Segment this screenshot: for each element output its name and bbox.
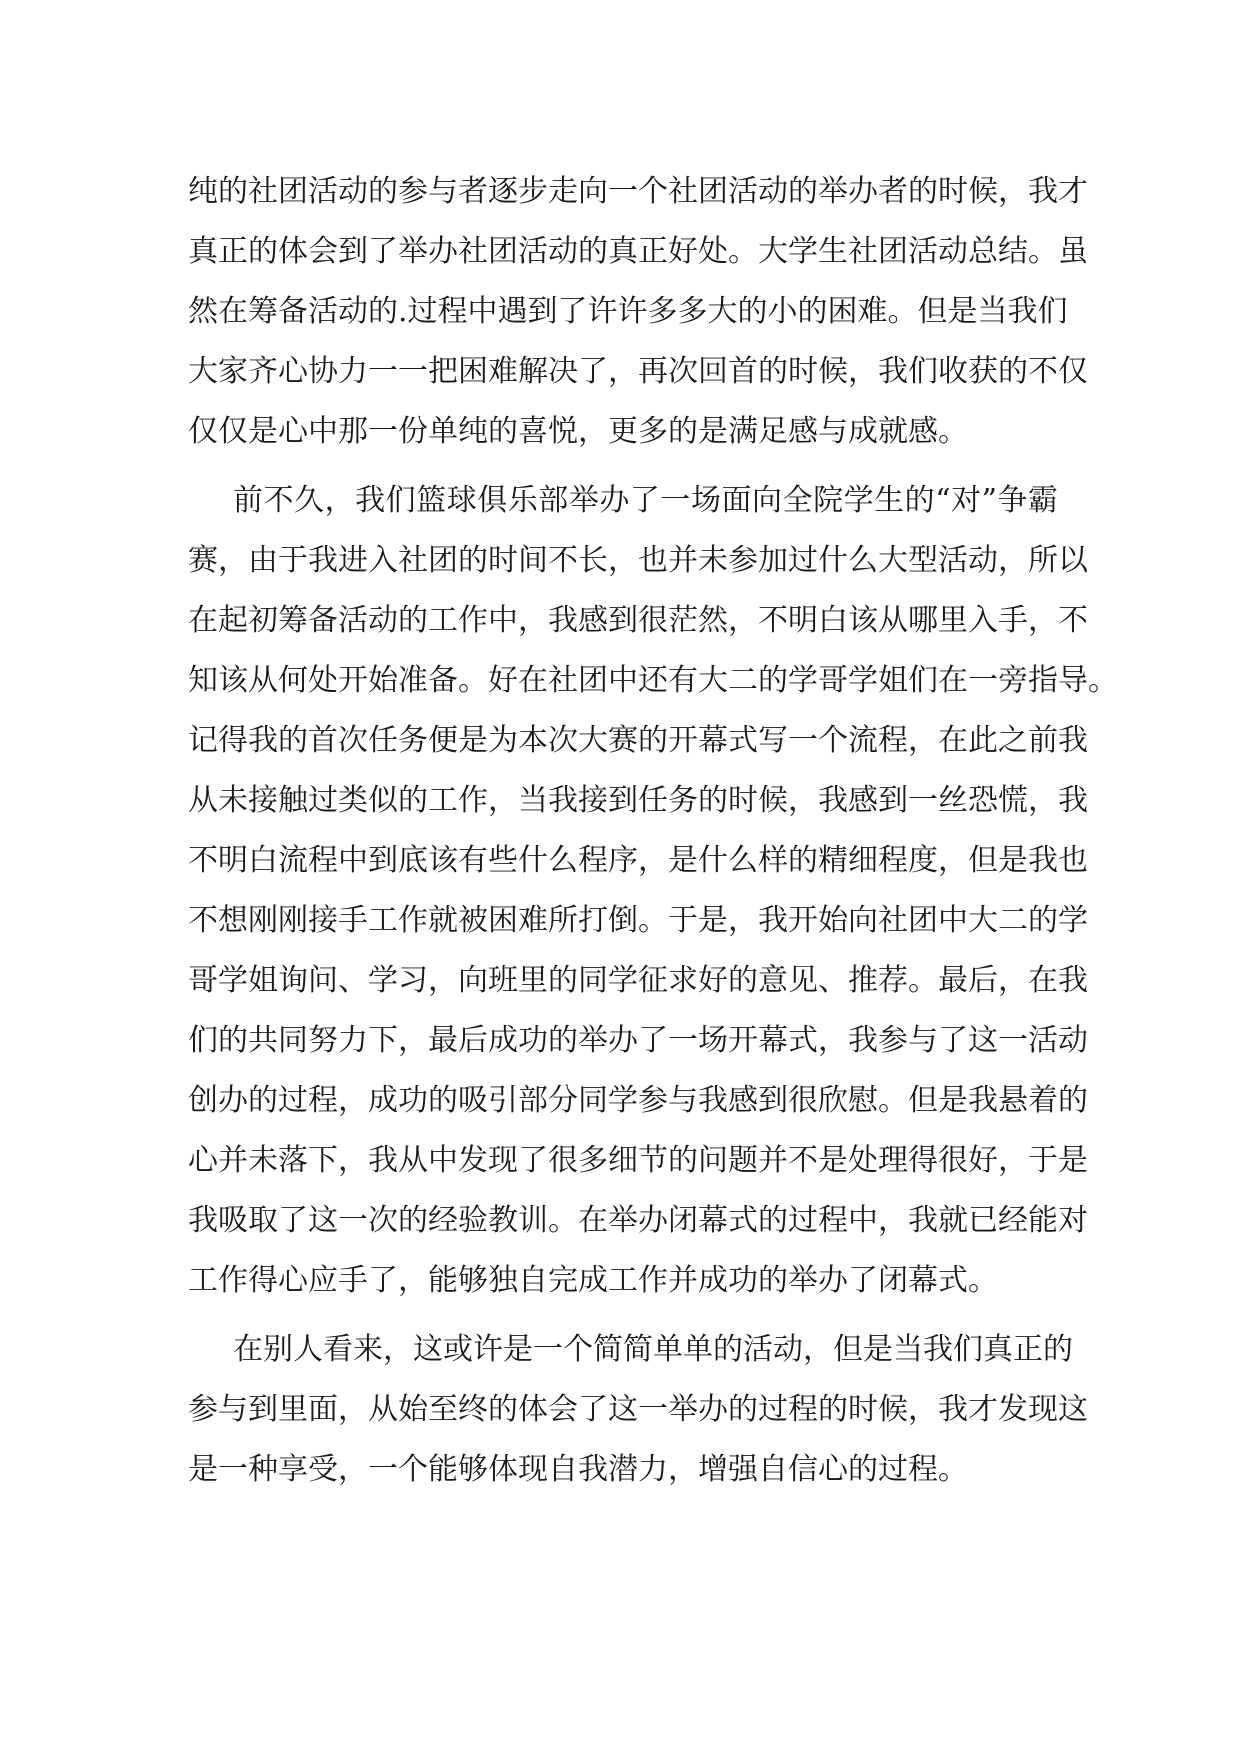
text-line: 是一种享受，一个能够体现自我潜力，增强自信心的过程。 — [188, 1452, 968, 1487]
text-line: 我吸取了这一次的经验教训。在举办闭幕式的过程中，我就已经能对 — [188, 1203, 1088, 1238]
text-line: 大家齐心协力一一把困难解决了，再次回首的时候，我们收获的不仅 — [188, 354, 1088, 389]
text-line: 从未接触过类似的工作，当我接到任务的时候，我感到一丝恐慌，我 — [188, 783, 1088, 818]
text-line: 在别人看来，这或许是一个简简单单的活动，但是当我们真正的 — [233, 1332, 1073, 1367]
document-body — [188, 162, 1118, 1500]
text-line: 在起初筹备活动的工作中，我感到很茫然，不明白该从哪里入手，不 — [188, 603, 1088, 638]
text-line: 知该从何处开始准备。好在社团中还有大二的学哥学姐们在一旁指导。 — [188, 663, 1118, 698]
text-line: 纯的社团活动的参与者逐步走向一个社团活动的举办者的时候，我才 — [188, 174, 1088, 209]
text-line: 心并未落下，我从中发现了很多细节的问题并不是处理得很好，于是 — [188, 1143, 1088, 1178]
text-line: 不想刚刚接手工作就被困难所打倒。于是，我开始向社团中大二的学 — [188, 903, 1088, 938]
paragraph-3 — [188, 1320, 1088, 1500]
text-line: 哥学姐询问、学习，向班里的同学征求好的意见、推荐。最后，在我 — [188, 963, 1088, 998]
paragraph-spacer — [188, 1311, 1058, 1320]
paragraph-1 — [188, 162, 1088, 462]
text-line: 不明白流程中到底该有些什么程序，是什么样的精细程度，但是我也 — [188, 843, 1088, 878]
text-line: 参与到里面，从始至终的体会了这一举办的过程的时候，我才发现这 — [188, 1392, 1088, 1427]
text-line: 记得我的首次任务便是为本次大赛的开幕式写一个流程，在此之前我 — [188, 723, 1088, 758]
paragraph-spacer — [188, 462, 1058, 471]
text-line: 然在筹备活动的.过程中遇到了许许多多大的小的困难。但是当我们 — [188, 294, 1068, 329]
text-line: 工作得心应手了，能够独自完成工作并成功的举办了闭幕式。 — [188, 1263, 998, 1298]
text-line: 们的共同努力下，最后成功的举办了一场开幕式，我参与了这一活动 — [188, 1023, 1088, 1058]
text-line: 赛，由于我进入社团的时间不长，也并未参加过什么大型活动，所以 — [188, 543, 1088, 578]
text-line: 仅仅是心中那一份单纯的喜悦，更多的是满足感与成就感。 — [188, 414, 968, 449]
text-line: 真正的体会到了举办社团活动的真正好处。大学生社团活动总结。虽 — [188, 234, 1088, 269]
paragraph-2 — [188, 471, 1118, 1311]
text-line: 创办的过程，成功的吸引部分同学参与我感到很欣慰。但是我悬着的 — [188, 1083, 1088, 1118]
text-line: 前不久，我们篮球俱乐部举办了一场面向全院学生的“对”争霸 — [233, 483, 1058, 518]
